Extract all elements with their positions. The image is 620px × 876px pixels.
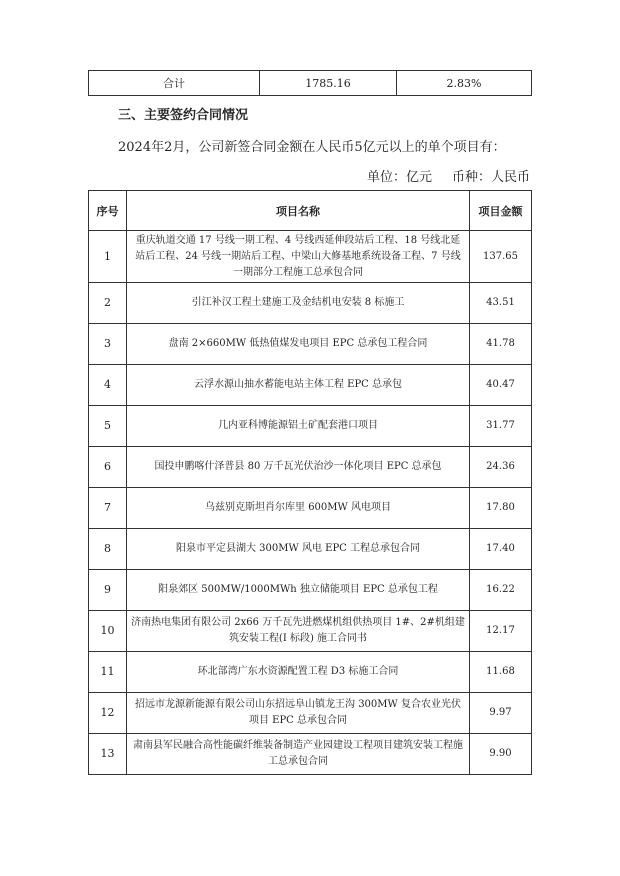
row-amount: 43.51 xyxy=(470,283,532,324)
table-row xyxy=(89,447,532,488)
row-name: 阳泉市平定县湖大 300MW 风电 EPC 工程总承包合同 xyxy=(127,529,470,570)
row-name: 乌兹别克斯坦肖尔库里 600MW 风电项目 xyxy=(127,488,470,529)
row-name: 招远市龙源新能源有限公司山东招远阜山镇龙王沟 300MW 复合农业光伏项目 EPC 总承包合同 xyxy=(127,693,470,734)
table-row xyxy=(89,283,532,324)
table-row xyxy=(89,693,532,734)
header-name: 项目名称 xyxy=(127,191,470,231)
table-row xyxy=(89,529,532,570)
table-row xyxy=(89,734,532,775)
row-seq: 6 xyxy=(89,447,127,488)
row-seq: 9 xyxy=(89,570,127,611)
table-row xyxy=(89,652,532,693)
row-amount: 12.17 xyxy=(470,611,532,652)
row-name: 肃南县军民融合高性能碳纤维装备制造产业园建设工程项目建筑安装工程施工总承包合同 xyxy=(127,734,470,775)
row-amount: 40.47 xyxy=(470,365,532,406)
row-amount: 16.22 xyxy=(470,570,532,611)
row-name: 国投申鹏喀什泽普县 80 万千瓦光伏治沙一体化项目 EPC 总承包 xyxy=(127,447,470,488)
row-amount: 41.78 xyxy=(470,324,532,365)
row-amount: 17.80 xyxy=(470,488,532,529)
row-amount: 17.40 xyxy=(470,529,532,570)
row-name: 引江补汉工程土建施工及金结机电安装 8 标施工 xyxy=(127,283,470,324)
row-name: 环北部湾广东水资源配置工程 D3 标施工合同 xyxy=(127,652,470,693)
summary-amount: 1785.16 xyxy=(260,71,397,96)
row-name: 盘南 2×660MW 低热值煤发电项目 EPC 总承包工程合同 xyxy=(127,324,470,365)
row-amount: 11.68 xyxy=(470,652,532,693)
row-seq: 1 xyxy=(89,231,127,283)
table-row xyxy=(89,365,532,406)
row-seq: 3 xyxy=(89,324,127,365)
row-name: 济南热电集团有限公司 2x66 万千瓦先进燃煤机组供热项目 1#、2#机组建筑安装工程(I 标段) 施工合同书 xyxy=(127,611,470,652)
currency-label: 币种：人民币 xyxy=(451,170,530,185)
row-seq: 13 xyxy=(89,734,127,775)
row-name: 阳泉郊区 500MW/1000MWh 独立储能项目 EPC 总承包工程 xyxy=(127,570,470,611)
header-seq: 序号 xyxy=(89,191,127,231)
summary-table xyxy=(88,70,532,96)
row-name: 几内亚科博能源铝土矿配套港口项目 xyxy=(127,406,470,447)
row-seq: 2 xyxy=(89,283,127,324)
row-seq: 10 xyxy=(89,611,127,652)
row-amount: 31.77 xyxy=(470,406,532,447)
row-name: 云浮水源山抽水蓄能电站主体工程 EPC 总承包 xyxy=(127,365,470,406)
unit-label: 单位：亿元 xyxy=(366,170,432,185)
table-row xyxy=(89,231,532,283)
summary-ratio: 2.83% xyxy=(397,71,532,96)
header-amount: 项目金额 xyxy=(470,191,532,231)
row-seq: 8 xyxy=(89,529,127,570)
row-seq: 11 xyxy=(89,652,127,693)
unit-line xyxy=(367,166,530,185)
table-row xyxy=(89,611,532,652)
table-row xyxy=(89,324,532,365)
contracts-table xyxy=(88,190,532,775)
row-seq: 12 xyxy=(89,693,127,734)
summary-label: 合计 xyxy=(89,71,260,96)
row-seq: 5 xyxy=(89,406,127,447)
intro-paragraph: 2024年2月，公司新签合同金额在人民币5亿元以上的单个项目有： xyxy=(118,140,506,155)
table-row xyxy=(89,488,532,529)
row-amount: 24.36 xyxy=(470,447,532,488)
section-title: 三、主要签约合同情况 xyxy=(118,108,249,123)
row-name: 重庆轨道交通 17 号线一期工程、4 号线西延伸段站后工程、18 号线北延站后工程、24 号线一期站后工程、中梁山大修基地系统设备工程、7 号线一期部分工程施工总承包合同 xyxy=(127,231,470,283)
row-seq: 7 xyxy=(89,488,127,529)
summary-row xyxy=(89,71,532,96)
row-amount: 137.65 xyxy=(470,231,532,283)
table-header-row xyxy=(89,191,532,231)
table-row xyxy=(89,570,532,611)
table-row xyxy=(89,406,532,447)
row-seq: 4 xyxy=(89,365,127,406)
row-amount: 9.97 xyxy=(470,693,532,734)
row-amount: 9.90 xyxy=(470,734,532,775)
